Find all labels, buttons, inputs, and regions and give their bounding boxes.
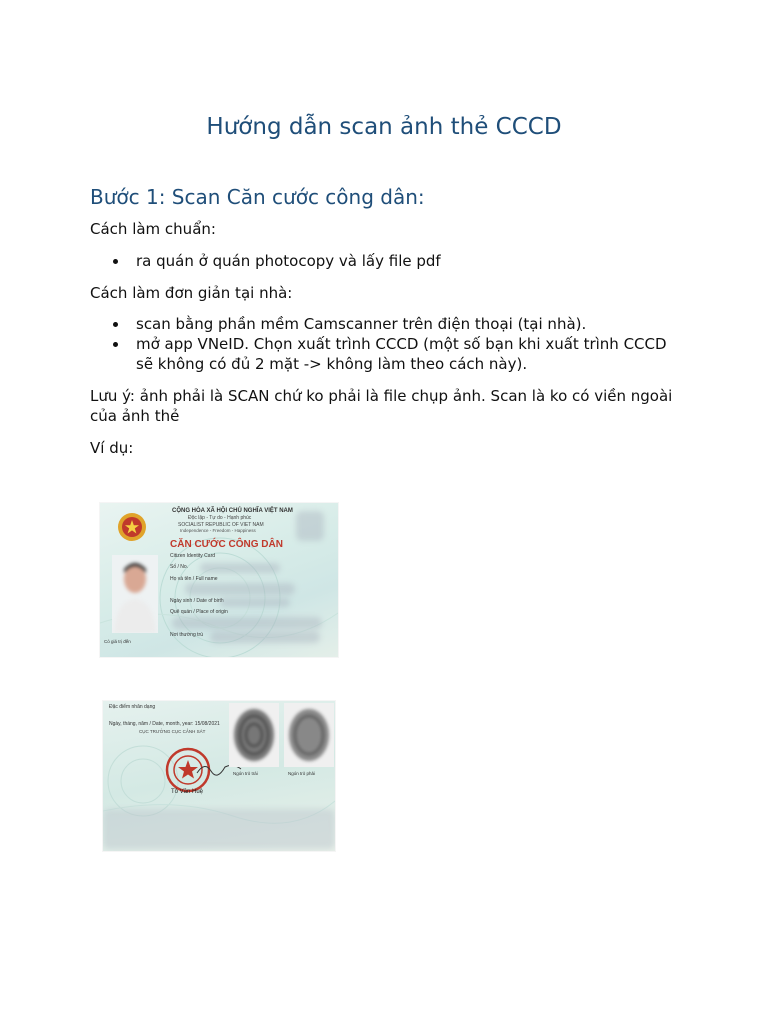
blurred-id-number [200,563,280,573]
national-emblem-icon [117,512,147,542]
blurred-residence [210,631,320,643]
card-field-origin: Quê quán / Place of origin [170,609,228,615]
card-back-authority: CỤC TRƯỞNG CỤC CẢNH SÁT [139,729,206,734]
list-item: mở app VNeID. Chọn xuất trình CCCD (một số bạn khi xuất trình CCCD sẽ không có đủ 2 mặt -> không làm theo cách này). [90,334,680,374]
card-field-name: Họ và tên / Full name [170,576,218,582]
card-field-expiry: Có giá trị đến [104,639,131,644]
card-back-features: Đặc điểm nhân dạng [109,704,156,710]
note-text: Lưu ý: ảnh phải là SCAN chứ ko phải là file chụp ảnh. Scan là ko có viền ngoài của ảnh thẻ [90,387,673,425]
step1-heading: Bước 1: Scan Căn cước công dân: [90,185,425,209]
blurred-name [185,583,295,595]
standard-method-list [90,251,690,271]
example-label: Ví dụ: [90,439,134,457]
id-card-back-image [103,701,335,851]
standard-method-label: Cách làm chuẩn: [90,220,216,238]
document-title: Hướng dẫn scan ảnh thẻ CCCD [206,114,562,140]
right-fingerprint [284,703,334,767]
blurred-dob [220,598,290,607]
portrait-photo [112,555,158,633]
fingerprint-icon [229,703,279,767]
card-country-en: SOCIALIST REPUBLIC OF VIET NAM [178,522,264,528]
card-title-en: Citizen Identity Card [170,553,216,559]
card-title: CĂN CƯỚC CÔNG DÂN [170,539,283,550]
card-motto: Độc lập - Tự do - Hạnh phúc [188,515,252,521]
card-field-dob: Ngày sinh / Date of birth [170,598,224,604]
card-motto-en: Independence - Freedom - Happiness [180,528,256,533]
card-back-signer: Tô Văn Huệ [171,789,204,795]
fingerprint-icon [284,703,334,767]
card-field-residence: Nơi thường trú [170,632,203,638]
blurred-mrz-zone [103,809,335,849]
right-finger-label: Ngón trỏ phải [288,771,316,776]
left-finger-label: Ngón trỏ trái [233,771,258,776]
list-item: ra quán ở quán photocopy và lấy file pdf [90,251,690,271]
blurred-qr-code [296,511,324,541]
card-back-date: Ngày, tháng, năm / Date, month, year: 15/08/2021 [109,721,220,727]
person-silhouette-icon [112,555,158,633]
id-card-front-image [100,503,338,657]
blurred-origin [172,617,322,629]
card-country: CỘNG HÒA XÃ HỘI CHỦ NGHĨA VIỆT NAM [172,508,293,514]
card-field-no: Số / No. [170,564,189,570]
list-item: scan bằng phần mềm Camscanner trên điện thoại (tại nhà). [90,314,680,334]
home-method-label: Cách làm đơn giản tại nhà: [90,284,293,302]
home-method-list [90,314,680,374]
left-fingerprint [229,703,279,767]
